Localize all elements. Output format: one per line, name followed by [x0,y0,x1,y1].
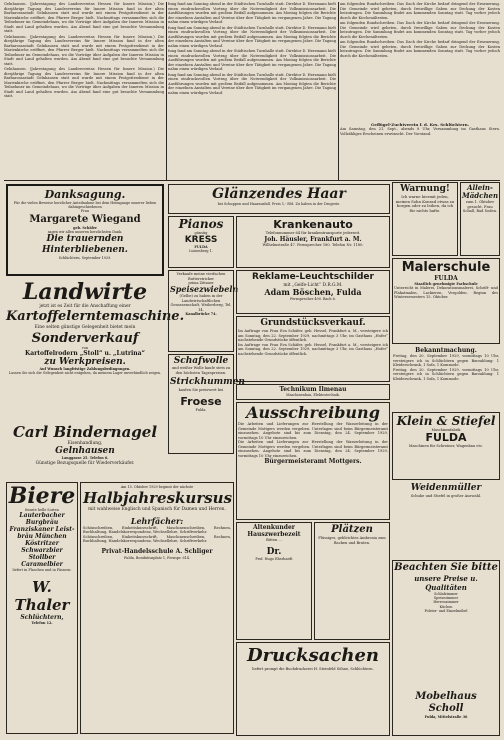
halbjahr-ad [80,482,234,734]
ad-title: Altenkunder Hauszwerbezeit [247,524,301,538]
ad-title: Speisezwiebeln [170,284,239,295]
ad-text: Kanalbrücke 74. [185,312,217,317]
article-text: am folgenden Rundschreiben: Das Dach der Kirche bedarf dringend der Erneuerung. Die Gemeinde wird gebeten, durch freiwillige Gaben zur Deckung der Kosten beizutragen. Die Sammlung findet am kommenden Sonntag statt. Tag vorher jedoch durch die Kirchenältesten. [340,2,500,20]
ad-title: Beachten Sie bitte [394,562,498,573]
ad-title: Drucksachen [247,645,379,666]
ausschreibung-ad [236,402,390,520]
ad-text: Langgasse 25. Telefon 6. [61,456,109,461]
ad-text: Eisenhandlung, [67,441,103,446]
school-name: Privat-Handelsschule A. Schliger [101,547,213,555]
furniture-item: Speisezimmer [433,596,459,601]
ad-text: von [81,345,89,350]
ad-text: günstig [194,231,208,235]
weidenmuller-ad [392,482,500,558]
article-text: fung fand am Sonntag abend in der Städtischen Turnhalle statt. Direktor D. Herzmann hielt einen eindrucksvollen Vortrag über die Notwendigkeit der Volksmissionsarbeit. Die Ausführungen wurden mit großem Beifall aufgenommen. Am Montag folgten die Berichte der einzelnen Anstalten und Vereine über ihre Tätigkeit im vergangenen Jahre. Die Tagung nahm einen würdigen Verlauf. [168,25,336,48]
ad-text: Schuhe und Stiefel in großer Auswahl. [410,494,482,498]
ad-title: Strickhummen [170,377,245,387]
ad-text: FULDA [425,431,467,445]
ad-title: Plätzen [331,524,373,535]
article-text: fung fand am Sonntag abend in der Städtischen Turnhalle statt. Direktor D. Herzmann hielt einen eindrucksvollen Vortrag über die Notwendigkeit der Volksmissionsarbeit. Die Ausführungen wurden mit großem Beifall aufgenommen. Am Montag folgten die Berichte der einzelnen Anstalten und Vereine über ihre Tätigkeit im vergangenen Jahre. Die Tagung nahm einen würdigen Verlauf. [168,2,336,24]
beer-line: Caramelbier [21,561,63,569]
ad-products: Kartoffelrodern „Stoll“ u. „Lutrina“ [25,350,145,358]
zwiebel-ad [168,270,239,352]
ad-text: mit wahlweise Englisch und Spanisch für Damen und Herren. [88,507,226,513]
ad-title: Dr. [266,546,282,557]
furniture-item: Küchen [439,604,453,609]
beer-line: bräu München [17,533,67,541]
ad-text: Wilhelmstraße 47. Fernsprecher 180. Telefon Nr. 1180. [262,242,364,247]
article-text: fung fand am Sonntag abend in der Städtischen Turnhalle statt. Direktor D. Herzmann hielt einen eindrucksvollen Vortrag über die Notwendigkeit der Volksmissionsarbeit. Die Ausführungen wurden mit großem Beifall aufgenommen. Am Montag folgten die Berichte der einzelnen Anstalten und Vereine über ihre Tätigkeit im vergangenen Jahre. Die Tagung nahm einen würdigen Verlauf. [168,72,336,95]
ad-text: prima Zittauer [188,281,214,285]
ad-text: mit „Gelfe-Licht“ D.R.G.M. [283,283,343,288]
ad-title: Weidenmüller [410,483,482,493]
pianos-ad [168,216,234,268]
ad-signature: Bürgermeisteramt Mottgers. [264,458,362,465]
ad-text: Frau [80,209,90,214]
warnung-ad [392,182,458,256]
ad-text: Fernsprecher 490. Bach 6. [290,297,336,302]
beer-line: Burgbräu [25,519,59,527]
mobelhaus-footer [397,691,495,731]
ad-text: Prof. Hugo Eberhardt [255,556,293,561]
ad-text: Maschinen für Schreiner, Wagenbau etc. [408,444,484,449]
ad-title: Pianos [178,217,224,231]
geflugel-notice [340,122,500,150]
ad-text: Am 15. Oktober 1929 beginnt der nächste [120,485,194,489]
ad-text: Fulda. [195,407,207,412]
ad-text: liefert prompt die Buchdruckerei H. Steinfeld Söhne, Schlüchtern. [252,667,374,671]
ad-title: Krankenauto [273,218,353,231]
ad-text: Luisenberg 1. [189,249,213,254]
ad-text: geb. Schäfer [73,225,97,230]
altenkunder-ad [236,522,312,640]
ad-text: bei Schuppen und Haarausfall. Preis 1,- RM. Zu haben in der Drogerie. [217,202,341,206]
ad-text: Im Auftrage von Frau Eva Schäfer, geb. Hessel, Frankfurt a. M., versteigere ich am Sonntag, den 22. September 1929, nachmittags 3 Uhr, im Gasthaus „Hofer“ nachstehende Grundstücke öffentlich. [238,329,388,342]
business-name: Carl Bindernagel [12,423,158,441]
biere-ad [6,482,78,734]
klein-ad [392,412,500,480]
ad-highlight: Sonderverkauf [31,330,139,346]
ad-text: Maschinenfabrik [431,428,461,432]
alleinmadchen-ad [460,182,500,256]
furniture-item: Herrenzimmer [433,600,459,605]
ad-text: Freitag, den 20. September 1929, vormittags 10 Uhr, versteigere ich in Schlüchtern gegen Barzahlung: 1 Kleiderschrank, 1 Sofa, 1 Kommode. [393,354,499,367]
ad-text: Schlüchtern, [20,614,64,622]
ad-text: Gelnhausen [55,446,115,457]
ad-text: Die Arbeiten und Lieferungen zur Herstellung der Wasserleitung in der Gemeinde Mottgers werden vergeben. Unterlagen sind beim Bürgermeisteramt einzusehen. Angebote sind bis zum Dienstag, den 24. September 1929, vormittags 10 Uhr einzureichen. [238,422,388,440]
article-column-3 [340,2,500,122]
beer-line: liefert in Flaschen und in Fässern: [12,568,72,573]
ad-text: kaufen Sie preiswert bei [178,388,224,392]
ad-text: sagen wir allen unseren herzlichsten Dank. [47,229,123,234]
ad-title: Allein-Mädchen [462,183,499,200]
ad-text: Flüssiges, gebleichtes Ambrosia zum Backen und Braten. [318,536,386,545]
ad-text: Schlüchtern, September 1929. [58,256,112,261]
ad-text: Maschinenbau, Elektrotechnik. [286,393,340,397]
ad-text: Staatlich genehmigte Fachschule [414,282,478,286]
ad-title: Danksagung. [44,188,126,201]
ad-text: Günstige Bezugsquelle für Wiederverkäufer. [35,460,135,466]
ad-text: Schönschreiben, Einheitskurzschrift, Maschinenschreiben, Rechnen, Buchhaltung, Handelskorrespondenz, Wechsellehre, Schriftverkehr. [83,534,231,544]
column-rule [338,2,339,180]
reklame-ad [236,270,390,314]
ad-text: Verkaufe meine vierfachen Butterstricker [176,272,226,281]
article-text: Gelnhausen. (Jahrestagung des Landesvereins Hessen für Innere Mission.) Die diesjährige Tagung des Landesvereins für Innere Mission fand in der alten Barbarossastadt Gelnhausen statt und wurde mit einem Festgottesdienst in der Marienkirche eröffnet, den Pfarrer Berger hielt. Nachmittags versammelten sich die Teilnehmer im Gemeindehaus, wo die Vorträge über Aufgaben der Inneren Mission in Stadt und Land gehalten wurden. Am Abend fand eine gut besuchte Versammlung statt. [4,34,164,66]
business-name: Adam Böschen, Fulda [264,287,362,298]
carl-ad [6,424,164,480]
ad-text: zu Werkpreisen. [44,357,126,368]
business-name: Joh. Häusler, Frankfurt a. M. [264,235,362,243]
ad-text: FULDA [434,275,458,282]
beer-line: Franziskaner Leist- [9,526,75,534]
article-text: Gelnhausen. (Jahrestagung des Landesvereins Hessen für Innere Mission.) Die diesjährige Tagung des Landesvereins für Innere Mission fand in der alten Barbarossastadt Gelnhausen statt und wurde mit einem Festgottesdienst in der Marienkirche eröffnet, den Pfarrer Berger hielt. Nachmittags versammelten sich die Teilnehmer im Gemeindehaus, wo die Vorträge über Aufgaben der Inneren Mission in Stadt und Land gehalten wurden. Am Abend fand eine gut besuchte Versammlung statt. [4,67,164,98]
platzen-ad [314,522,390,640]
ad-text: Eine selten günstige Gelegenheit bietet mein [34,325,136,331]
beer-line: Lauterbacher [19,512,65,520]
ad-title: Malerschule [401,260,491,275]
article-text: Gelnhausen. (Jahrestagung des Landesvereins Hessen für Innere Mission.) Die diesjährige Tagung des Landesvereins für Innere Mission fand in der alten Barbarossastadt Gelnhausen statt und wurde mit einem Festgottesdienst in der Marienkirche eröffnet, den Pfarrer Berger hielt. Nachmittags versammelten sich die Teilnehmer im Gemeindehaus, wo die Vorträge über Aufgaben der Inneren Mission in Stadt und Land gehalten wurden. Am Abend fand eine gut besuchte Versammlung statt. [4,2,164,33]
article-column-2 [168,2,336,177]
ad-title: Klein & Stiefel [396,414,496,428]
technikum-ad [236,384,390,400]
ad-title: Schafwolle [173,356,229,366]
krankenauto-ad [236,216,390,268]
notice-title: Geflügel-Zuchtverein f. d. Krs. Schlüchtern. [370,122,470,127]
ad-title: Landwirte [22,279,148,305]
ad-subtitle: Lehrfächer: [130,515,184,526]
ad-title: Technikum Ilmenau [279,386,347,393]
ad-text: Ich warne hiermit jeden, meinen Sohn Konrad etwas zu borgen oder zu leihen, da ich für nichts hafte. [395,194,455,213]
ad-text: zum 1. Oktober gesucht. Frau Schall, Bad Soden. [462,200,498,213]
ad-subtitle: unsere Preise u. Qualitäten [414,574,478,592]
article-text: am folgenden Rundschreiben: Das Dach der Kirche bedarf dringend der Erneuerung. Die Gemeinde wird gebeten, durch freiwillige Gaben zur Deckung der Kosten beizutragen. Die Sammlung findet am kommenden Sonntag statt. Tag vorher jedoch durch die Kirchenältesten. [340,21,500,39]
furniture-item: Polster- und Einzelmöbel [424,608,468,613]
notice-text: Am Samstag, den 21. Sept., abends 8 Uhr, Versammlung im Gasthaus Stern. Vollzähliges Erscheinen erwünscht. Der Vorstand. [340,127,500,136]
ad-text: Bitten ... [266,538,282,542]
ad-text: Schönschreiben, Einheitskurzschrift, Maschinenschreiben, Rechnen, Buchhaltung, Handelskorrespondenz, Wechsellehre, Schriftverkehr. [83,525,231,535]
ad-text: Für die vielen Beweise herzlicher Anteilnahme bei dem Heimgange unserer lieben dahingeschiedenen [13,201,157,210]
ad-text: Telefon 12. [31,621,53,626]
furniture-item: Schlafzimmer [434,592,458,596]
ad-title: Halbjahreskursus [83,489,233,508]
beer-line: feinste helle Sorten [25,508,59,512]
ad-title: Grundstücksverkauf. [260,318,366,328]
drucksachen-ad [236,642,390,736]
malerschule-ad [392,258,500,344]
landwirte-ad [6,279,185,420]
haar-ad [168,184,390,214]
ad-title: Warnung! [400,184,450,194]
business-name: Mobelhaus Scholl [415,691,477,714]
beer-line: Köstritzer [25,540,59,548]
beer-line: Schwarzbier [21,547,63,555]
ad-text: Fulda, Mittelstraße 36 [424,715,468,719]
section-rule [4,180,500,181]
ad-title: Bekanntmachung. [415,347,477,354]
ad-text: FULDA [194,245,208,250]
business-name: Froese [180,394,222,408]
article-text: fung fand am Sonntag abend in der Städtischen Turnhalle statt. Direktor D. Herzmann hielt einen eindrucksvollen Vortrag über die Notwendigkeit der Volksmissionsarbeit. Die Ausführungen wurden mit großem Beifall aufgenommen. Am Montag folgten die Berichte der einzelnen Anstalten und Vereine über ihre Tätigkeit im vergangenen Jahre. Die Tagung nahm einen würdigen Verlauf. [168,49,336,71]
ad-text: Unterricht in Malerei, Dekorationsmalerei, Schrift- und Plakatmalen, Lackieren, Vergolden. Beginn des Wintersemesters 15. Oktober. [394,286,498,300]
business-name: W. Thaler [14,578,70,615]
ad-text: Lassen Sie sich die Gelegenheit nicht entgehen, da meinem Lager unverbindlich zeigen. [8,371,162,376]
ad-text: Auf Wunsch langfristige Zahlungsbedingungen. [39,367,131,372]
beer-line: Stollber [28,554,56,562]
ad-subtitle: Kartoffelerntemaschine. [6,309,185,325]
ad-text: Telefonnummer 64 für krankentransporte jederzeit. [265,231,361,235]
family-signature: Die trauernden Hinterbliebenen. [42,234,128,256]
grundstuck-ad [236,316,390,382]
wolle-ad [168,354,245,454]
ad-title: Reklame-Leuchtschilder [252,272,374,282]
ad-text: und weißer Wolle kaufe stets zu den höchsten Tagespreisen. [171,366,231,375]
deceased-name: Margarete Wiegand [29,213,141,225]
ad-text: Freitag, den 20. September 1929, vormittags 10 Uhr, versteigere ich in Schlüchtern gegen Barzahlung: 1 Kleiderschrank, 1 Sofa, 1 Kommode. [393,367,499,381]
ad-text: Die Arbeiten und Lieferungen zur Herstellung der Wasserleitung in der Gemeinde Mottgers werden vergeben. Unterlagen sind beim Bürgermeisteramt einzusehen. Angebote sind bis zum Dienstag, den 24. September 1929, vormittags 10 Uhr einzureichen. [238,440,388,458]
article-text: am folgenden Rundschreiben: Das Dach der Kirche bedarf dringend der Erneuerung. Die Gemeinde wird gebeten, durch freiwillige Gaben zur Deckung der Kosten beizutragen. Die Sammlung findet am kommenden Sonntag statt. Tag vorher jedoch durch die Kirchenältesten. [340,40,500,58]
column-rule [166,2,167,180]
ad-title: Ausschreibung [246,403,380,422]
danksagung-ad [6,184,164,276]
beachten-ad [392,560,500,736]
ad-text: jetzt ist es Zeit für die Anschaffung einer [39,304,131,309]
ad-text: Im Auftrage von Frau Eva Schäfer, geb. Hessel, Frankfurt a. M., versteigere ich am Sonntag, den 22. September 1929, nachmittags 3 Uhr, im Gasthaus „Hofer“ nachstehende Grundstücke öffentlich. [238,342,388,356]
bekanntmachung-ad [392,346,500,410]
ad-title: Glänzendes Haar [212,186,346,202]
ad-text: Fulda, Bonifatiusplatz 1, Fernspr. 614. [123,555,191,560]
dealer-name: KRESS [184,235,218,246]
ad-text: (Gelbe) zu haben in der Landwirtschaftlichen Genossenschaft, Weiherberg, Tel. 14. [170,294,232,312]
ad-title: Biere [8,483,76,509]
